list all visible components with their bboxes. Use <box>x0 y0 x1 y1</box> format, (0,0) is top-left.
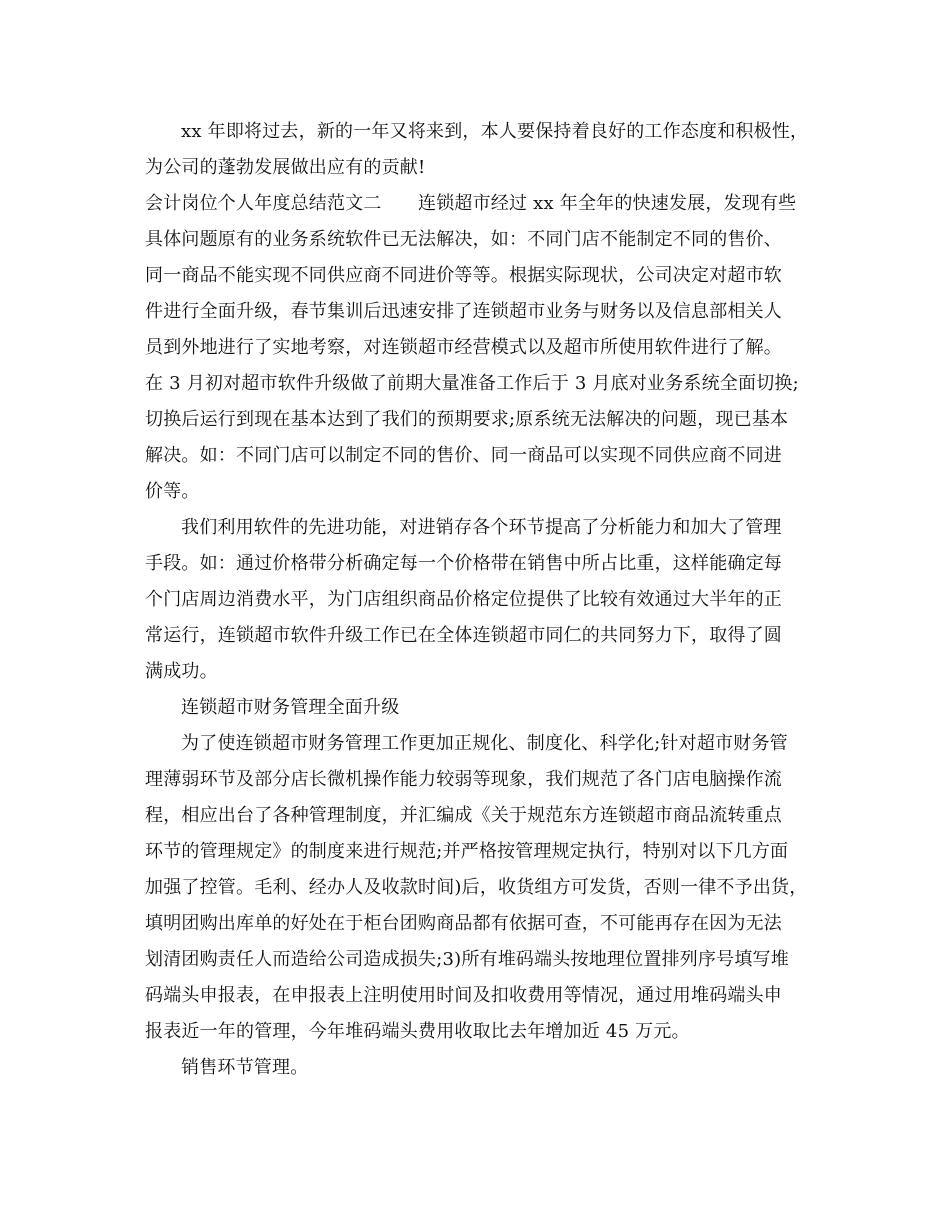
text-line: 常运行，连锁超市软件升级工作已在全体连锁超市同仁的共同努力下，取得了圆 <box>145 625 782 646</box>
text-line: 环节的管理规定》的制度来进行规范;并严格按管理规定执行，特别对以下几方面 <box>145 841 789 862</box>
text-line: 销售环节管理。 <box>181 1057 309 1078</box>
text-line: 件进行全面升级，春节集训后迅速安排了连锁超市业务与财务以及信息部相关人 <box>145 301 782 322</box>
text-line: 理薄弱环节及部分店长微机操作能力较弱等现象，我们规范了各门店电脑操作流 <box>145 769 782 790</box>
text-line: 个门店周边消费水平，为门店组织商品价格定位提供了比较有效通过大半年的正 <box>145 589 782 610</box>
text-line: 手段。如：通过价格带分析确定每一个价格带在销售中所占比重，这样能确定每 <box>145 553 782 574</box>
section-heading: 连锁超市财务管理全面升级 <box>181 697 400 718</box>
text-line: 具体问题原有的业务系统软件已无法解决，如：不同门店不能制定不同的售价、 <box>145 229 782 250</box>
text-line: 为公司的蓬勃发展做出应有的贡献! <box>145 157 426 178</box>
text-line: 价等。 <box>145 481 200 502</box>
text-line: 我们利用软件的先进功能，对进销存各个环节提高了分析能力和加大了管理 <box>181 517 782 538</box>
text-line: 为了使连锁超市财务管理工作更加正规化、制度化、科学化;针对超市财务管 <box>181 733 788 754</box>
text-line: 满成功。 <box>145 661 218 682</box>
text-line: 加强了控管。毛利、经办人及收款时间)后，收货组方可发货，否则一律不予出货， <box>145 877 808 898</box>
text-line: 同一商品不能实现不同供应商不同进价等等。根据实际现状，公司决定对超市软 <box>145 265 782 286</box>
text-line: 会计岗位个人年度总结范文二 连锁超市经过 xx 年全年的快速发展，发现有些 <box>145 193 797 214</box>
text-line: 程，相应出台了各种管理制度，并汇编成《关于规范东方连锁超市商品流转重点 <box>145 805 782 826</box>
text-line: xx 年即将过去，新的一年又将来到，本人要保持着良好的工作态度和积极性， <box>181 121 809 142</box>
text-line: 解决。如：不同门店可以制定不同的售价、同一商品可以实现不同供应商不同进 <box>145 445 782 466</box>
text-line: 在 3 月初对超市软件升级做了前期大量准备工作后于 3 月底对业务系统全面切换; <box>145 373 799 394</box>
text-line: 码端头申报表，在申报表上注明使用时间及扣收费用等情况，通过用堆码端头申 <box>145 985 782 1006</box>
text-line: 切换后运行到现在基本达到了我们的预期要求;原系统无法解决的问题，现已基本 <box>145 409 789 430</box>
text-line: 填明团购出库单的好处在于柜台团购商品都有依据可查，不可能再存在因为无法 <box>145 913 782 934</box>
text-line: 划清团购责任人而造给公司造成损失;3)所有堆码端头按地理位置排列序号填写堆 <box>145 949 789 970</box>
text-line: 报表近一年的管理，今年堆码端头费用收取比去年增加近 45 万元。 <box>145 1021 690 1042</box>
text-line: 员到外地进行了实地考察，对连锁超市经营模式以及超市所使用软件进行了解。 <box>145 337 782 358</box>
